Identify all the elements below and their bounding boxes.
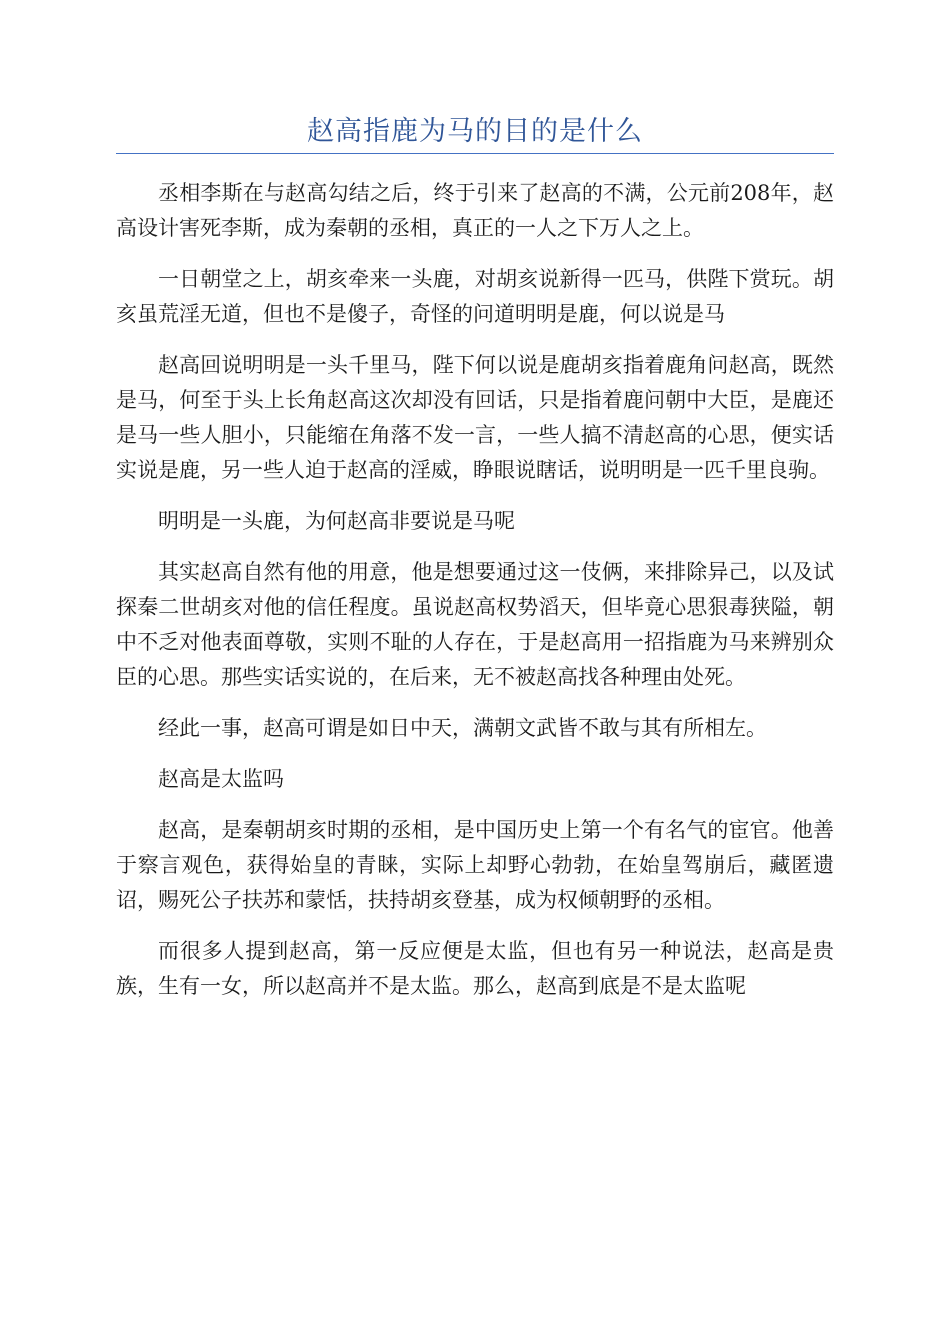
paragraph-7: 赵高是太监吗 [158, 767, 284, 791]
paragraph-5: 其实赵高自然有他的用意，他是想要通过这一伎俩，来排除异己，以及试探秦二世胡亥对他的信任程度。虽说赵高权势滔天，但毕竟心思狠毒狭隘，朝中不乏对他表面尊敬，实则不耻的人存在，于是赵高用一招指鹿为马来辨别众臣的心思。那些实话实说的，在后来，无不被赵高找各种理由处死。 [116, 560, 834, 689]
paragraph-1: 丞相李斯在与赵高勾结之后，终于引来了赵高的不满，公元前208年，赵高设计害死李斯，成为秦朝的丞相，真正的一人之下万人之上。 [116, 181, 834, 240]
document-body [116, 176, 834, 1020]
document-title: 赵高指鹿为马的目的是什么 [307, 116, 643, 147]
paragraph-3: 赵高回说明明是一头千里马，陛下何以说是鹿胡亥指着鹿角问赵高，既然是马，何至于头上长角赵高这次却没有回话，只是指着鹿问朝中大臣，是鹿还是马一些人胆小，只能缩在角落不发一言，一些人搞不清赵高的心思，便实话实说是鹿，另一些人迫于赵高的淫威，睁眼说瞎话，说明明是一匹千里良驹。 [116, 353, 834, 482]
paragraph-6: 经此一事，赵高可谓是如日中天，满朝文武皆不敢与其有所相左。 [158, 716, 767, 740]
paragraph-9: 而很多人提到赵高，第一反应便是太监，但也有另一种说法，赵高是贵族，生有一女，所以赵高并不是太监。那么，赵高到底是不是太监呢 [116, 939, 834, 998]
paragraph-2: 一日朝堂之上，胡亥牵来一头鹿，对胡亥说新得一匹马，供陛下赏玩。胡亥虽荒淫无道，但也不是傻子，奇怪的问道明明是鹿，何以说是马 [116, 267, 834, 326]
paragraph-8: 赵高，是秦朝胡亥时期的丞相，是中国历史上第一个有名气的宦官。他善于察言观色，获得始皇的青睐，实际上却野心勃勃，在始皇驾崩后，藏匿遗诏，赐死公子扶苏和蒙恬，扶持胡亥登基，成为权倾朝野的丞相。 [116, 818, 834, 912]
paragraph-4: 明明是一头鹿，为何赵高非要说是马呢 [158, 509, 515, 533]
title-underline [116, 153, 834, 154]
